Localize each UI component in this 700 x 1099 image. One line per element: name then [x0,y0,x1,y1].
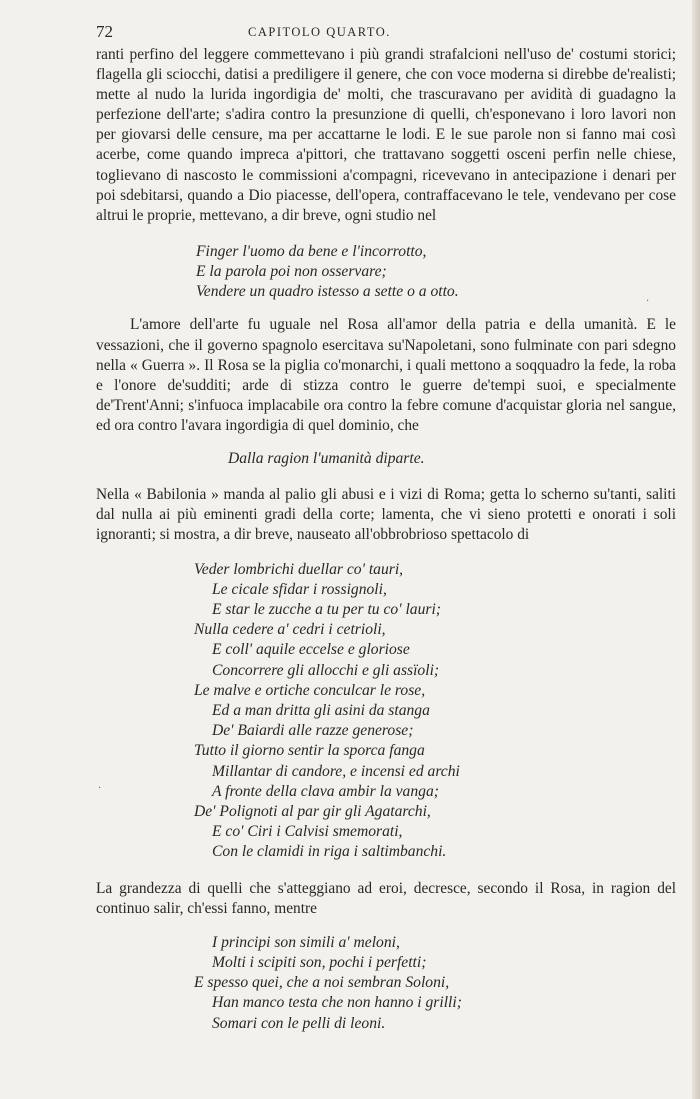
verse-ragione [228,449,676,469]
running-title: CAPITOLO QUARTO. [248,25,391,39]
verse-line: E la parola poi non osservare; [196,263,387,281]
verse-line: Le cicale sfidar i rossignoli, [212,580,387,598]
verse-line: E spesso quei, che a noi sembran Soloni, [194,974,450,992]
verse-line: Finger l'uomo da bene e l'incorrotto, [196,242,427,260]
verse-line: Somari con le pelli di leoni. [212,1014,386,1032]
verse-line: E co' Ciri i Calvisi smemorati, [212,823,403,841]
page-number: 72 [96,22,113,41]
verse-fingere [196,242,676,303]
verse-principi [194,933,676,1034]
margin-mark: · [646,296,650,307]
verse-line: E coll' aquile eccelse e gloriose [212,641,410,659]
paragraph-grandezza: La grandezza di quelli che s'atteggiano ad eroi, decresce, secondo il Rosa, in ragion del continuo salir, ch'essi fanno, mentre [96,879,676,917]
paragraph-babilonia: Nella « Babilonia » manda al palio gli abusi e i vizi di Roma; getta lo scherno su'tanti, saliti dal nulla ai più eminenti gradi della corte; lamenta, che vi sieno protetti e onorati i soli ignoranti; si mostra, a dir breve, nauseato all'obbrobrioso spettacolo di [96,486,676,544]
page-header [96,22,676,44]
verse-line: Molti i scipiti son, pochi i perfetti; [212,953,427,971]
verse-line: Nulla cedere a' cedri i cetrioli, [194,621,386,639]
paragraph-love-of-art: L'amore dell'arte fu uguale nel Rosa all'amor della patria e della umanità. E le vessazioni, che il governo spagnolo esercitava su'Napoletani, sono fulminate con pari sdegno nella « Guerra ». Il Rosa se la piglia co'monarchi, i quali mettono a soqquadro la fede, la roba e l'onore de'sudditi; arde di stizza contro le guerre de'tempi suoi, e specialmente de'Trent'Anni; s'infuoca implacabile ora contro la febre comune d'acquistar gloria nel sangue, ed ora contro l'avara ingordigia di quel dominio, che [96,316,676,434]
verse-line: A fronte della clava ambir la vanga; [212,782,439,800]
verse-line: Le malve e ortiche conculcar le rose, [194,681,426,699]
verse-line: Con le clamidi in riga i saltimbanchi. [212,843,447,861]
verse-line: Tutto il giorno sentir la sporca fanga [194,742,425,760]
margin-mark: · [98,783,102,794]
verse-line: Millantar di candore, e incensi ed archi [212,762,460,780]
verse-line: E star le zucche a tu per tu co' lauri; [212,600,441,618]
verse-line: I principi son simili a' meloni, [212,933,400,951]
verse-line: Han manco testa che non hanno i grilli; [212,994,462,1012]
verse-line: Concorrere gli allocchi e gli assïoli; [212,661,440,679]
verse-line: Dalla ragion l'umanità diparte. [228,450,425,468]
paragraph-painters-vices: ranti perfino del leggere commettevano i più grandi strafalcioni nell'uso de' costumi storici; flagella gli sciocchi, datisi a prediligere il genere, che con voce moderna si direbbe de'realisti; mette al nudo la lurida ingordigia de' molti, che trascuravano per avidità di guadagno la perfezione dell'arte; s'adira contro la presunzione di quelli, ch'esponevano i loro lavori non per giovarsi delle censure, ma per accattarne le lodi. E le sue parole non si fanno mai così acerbe, come quando impreca a'pittori, che trattavano soggetti osceni perfin nelle chiese, toglievano di nascosto le commissioni a'compagni, ricevevano in antecipazione i denari per poi sdebitarsi, quando a Dio piacesse, dell'opera, contraffacevano le tele, vendevano per cose altrui le proprie, mettevano, a dir breve, ogni studio nel [96,46,676,224]
verse-line: Vendere un quadro istesso a sette o a otto. [196,283,459,301]
body-text [96,45,676,1034]
verse-line: De' Polignoti al par gir gli Agatarchi, [194,802,431,820]
verse-babilonia [194,560,676,863]
verse-line: De' Baiardi alle razze generose; [212,722,414,740]
verse-line: Ed a man dritta gli asini da stanga [212,701,430,719]
verse-line: Veder lombrichi duellar co' tauri, [194,560,404,578]
page-spine-shadow [692,0,700,1099]
